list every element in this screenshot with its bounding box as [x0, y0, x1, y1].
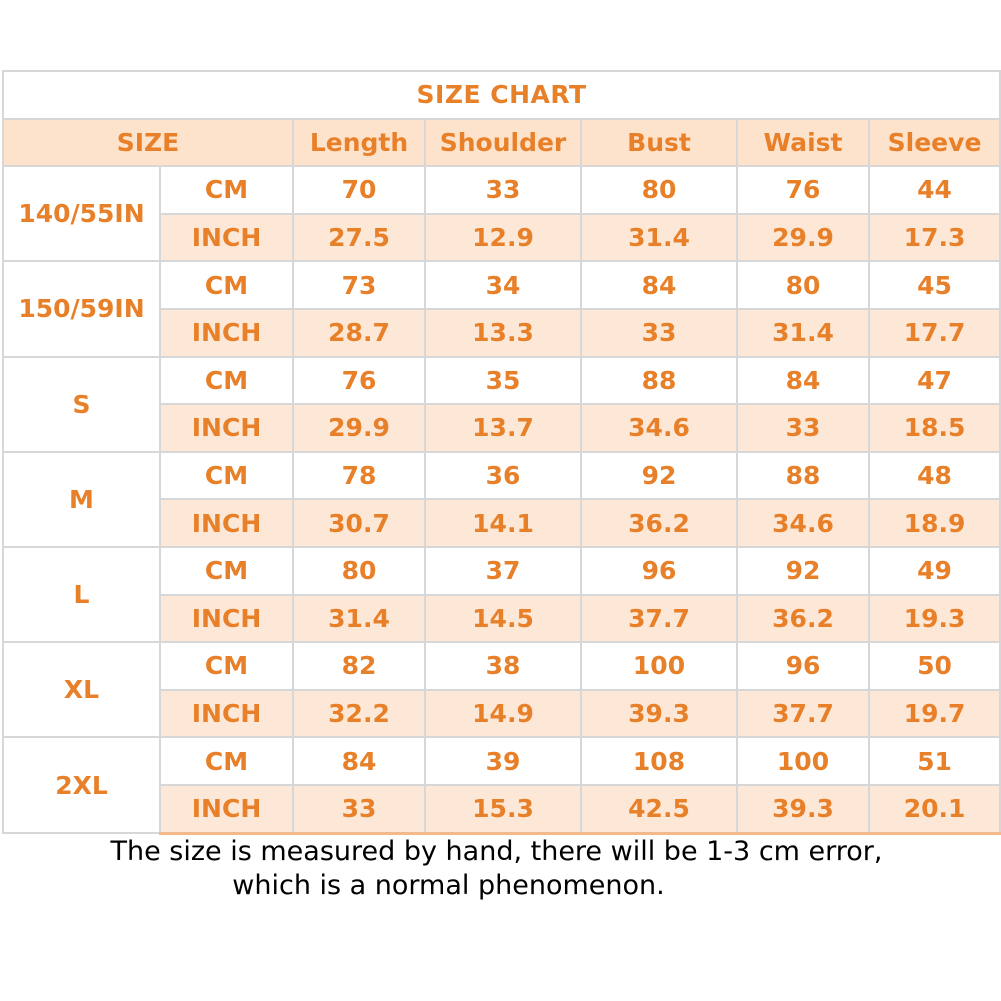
size-row-cm: [3, 166, 1000, 214]
cell-length: 32.2: [293, 690, 425, 738]
cell-waist: 29.9: [737, 214, 869, 262]
unit-label-inch: INCH: [160, 404, 293, 452]
cell-waist: 96: [737, 642, 869, 690]
cell-sleeve: 51: [869, 737, 1000, 785]
cell-sleeve: 48: [869, 452, 1000, 500]
header-shoulder: Shoulder: [425, 119, 581, 167]
title-row: [3, 71, 1000, 119]
cell-bust: 84: [581, 261, 737, 309]
cell-length: 76: [293, 357, 425, 405]
size-table: [2, 70, 1001, 835]
size-label: S: [3, 357, 160, 452]
unit-label-inch: INCH: [160, 499, 293, 547]
cell-waist: 80: [737, 261, 869, 309]
unit-label-inch: INCH: [160, 785, 293, 833]
cell-sleeve: 17.3: [869, 214, 1000, 262]
cell-bust: 42.5: [581, 785, 737, 833]
cell-sleeve: 49: [869, 547, 1000, 595]
cell-sleeve: 45: [869, 261, 1000, 309]
cell-bust: 96: [581, 547, 737, 595]
cell-shoulder: 13.7: [425, 404, 581, 452]
unit-label-cm: CM: [160, 642, 293, 690]
cell-waist: 33: [737, 404, 869, 452]
header-sleeve: Sleeve: [869, 119, 1000, 167]
unit-label-cm: CM: [160, 737, 293, 785]
cell-shoulder: 15.3: [425, 785, 581, 833]
cell-shoulder: 14.5: [425, 595, 581, 643]
cell-length: 78: [293, 452, 425, 500]
cell-waist: 76: [737, 166, 869, 214]
size-label: 150/59IN: [3, 261, 160, 356]
unit-label-cm: CM: [160, 166, 293, 214]
cell-sleeve: 18.5: [869, 404, 1000, 452]
cell-bust: 39.3: [581, 690, 737, 738]
size-row-cm: [3, 261, 1000, 309]
unit-label-inch: INCH: [160, 690, 293, 738]
cell-bust: 100: [581, 642, 737, 690]
size-row-cm: [3, 737, 1000, 785]
cell-shoulder: 13.3: [425, 309, 581, 357]
unit-label-cm: CM: [160, 357, 293, 405]
unit-label-cm: CM: [160, 452, 293, 500]
cell-length: 29.9: [293, 404, 425, 452]
unit-label-inch: INCH: [160, 214, 293, 262]
unit-label-inch: INCH: [160, 595, 293, 643]
unit-label-cm: CM: [160, 261, 293, 309]
size-label: XL: [3, 642, 160, 737]
cell-bust: 88: [581, 357, 737, 405]
chart-title: SIZE CHART: [3, 71, 1000, 119]
measurement-note-line-2: which is a normal phenomenon.: [232, 870, 665, 901]
unit-label-inch: INCH: [160, 309, 293, 357]
cell-shoulder: 38: [425, 642, 581, 690]
cell-shoulder: 14.9: [425, 690, 581, 738]
cell-sleeve: 47: [869, 357, 1000, 405]
cell-waist: 36.2: [737, 595, 869, 643]
cell-bust: 80: [581, 166, 737, 214]
cell-sleeve: 17.7: [869, 309, 1000, 357]
unit-label-cm: CM: [160, 547, 293, 595]
cell-bust: 92: [581, 452, 737, 500]
cell-waist: 34.6: [737, 499, 869, 547]
cell-shoulder: 35: [425, 357, 581, 405]
cell-shoulder: 14.1: [425, 499, 581, 547]
header-waist: Waist: [737, 119, 869, 167]
header-bust: Bust: [581, 119, 737, 167]
size-label: L: [3, 547, 160, 642]
cell-shoulder: 34: [425, 261, 581, 309]
cell-bust: 33: [581, 309, 737, 357]
cell-length: 27.5: [293, 214, 425, 262]
cell-length: 80: [293, 547, 425, 595]
cell-shoulder: 36: [425, 452, 581, 500]
size-chart: [2, 70, 999, 835]
cell-length: 33: [293, 785, 425, 833]
cell-length: 84: [293, 737, 425, 785]
size-label: M: [3, 452, 160, 547]
cell-bust: 34.6: [581, 404, 737, 452]
cell-sleeve: 44: [869, 166, 1000, 214]
size-row-cm: [3, 357, 1000, 405]
cell-length: 28.7: [293, 309, 425, 357]
cell-length: 31.4: [293, 595, 425, 643]
cell-waist: 39.3: [737, 785, 869, 833]
cell-shoulder: 37: [425, 547, 581, 595]
header-length: Length: [293, 119, 425, 167]
size-label: 2XL: [3, 737, 160, 833]
cell-waist: 37.7: [737, 690, 869, 738]
cell-waist: 92: [737, 547, 869, 595]
cell-bust: 36.2: [581, 499, 737, 547]
cell-length: 82: [293, 642, 425, 690]
size-label: 140/55IN: [3, 166, 160, 261]
size-row-cm: [3, 547, 1000, 595]
measurement-note-line-1: The size is measured by hand, there will be 1-3 cm error,: [110, 836, 883, 867]
cell-bust: 108: [581, 737, 737, 785]
cell-sleeve: 50: [869, 642, 1000, 690]
cell-bust: 31.4: [581, 214, 737, 262]
size-row-cm: [3, 642, 1000, 690]
cell-shoulder: 39: [425, 737, 581, 785]
cell-waist: 31.4: [737, 309, 869, 357]
cell-sleeve: 18.9: [869, 499, 1000, 547]
cell-length: 73: [293, 261, 425, 309]
cell-waist: 88: [737, 452, 869, 500]
cell-length: 30.7: [293, 499, 425, 547]
cell-sleeve: 19.7: [869, 690, 1000, 738]
cell-shoulder: 12.9: [425, 214, 581, 262]
cell-length: 70: [293, 166, 425, 214]
cell-sleeve: 20.1: [869, 785, 1000, 833]
cell-waist: 100: [737, 737, 869, 785]
cell-shoulder: 33: [425, 166, 581, 214]
cell-bust: 37.7: [581, 595, 737, 643]
header-size: SIZE: [3, 119, 293, 167]
size-row-cm: [3, 452, 1000, 500]
header-row: [3, 119, 1000, 167]
cell-sleeve: 19.3: [869, 595, 1000, 643]
cell-waist: 84: [737, 357, 869, 405]
